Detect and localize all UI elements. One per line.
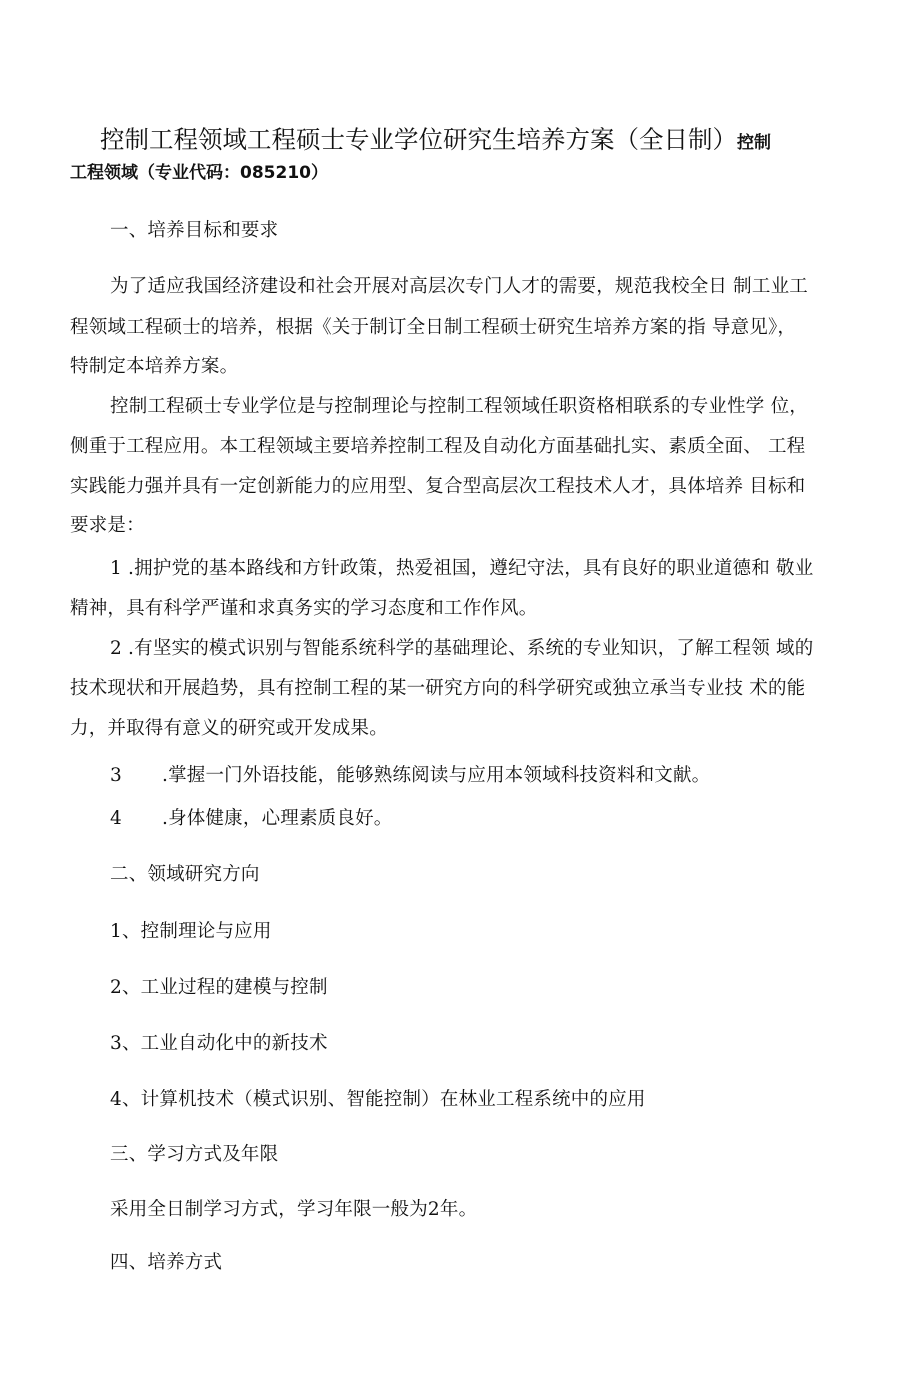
paragraph-line: 程领域工程硕士的培养，根据《关于制订全日制工程硕士研究生培养方案的指 导意见》， (70, 317, 797, 338)
direction-item: 2、工业过程的建模与控制 (110, 977, 328, 998)
list-item-line: 1 .拥护党的基本路线和方针政策，热爱祖国，遵纪守法，具有良好的职业道德和 敬业 (110, 558, 814, 579)
list-item-line: 力，并取得有意义的研究或开发成果。 (70, 718, 388, 739)
section-heading-4: 四、培养方式 (110, 1252, 223, 1273)
paragraph-line: 实践能力强并具有一定创新能力的应用型、复合型高层次工程技术人才，具体培养 目标和 (70, 476, 806, 497)
section-text: 采用全日制学习方式，学习年限一般为2年。 (110, 1199, 478, 1220)
section-heading-2: 二、领域研究方向 (110, 864, 260, 885)
document-subtitle: 工程领域（专业代码：085210） (70, 163, 328, 183)
paragraph-line: 侧重于工程应用。本工程领域主要培养控制工程及自动化方面基础扎实、素质全面、 工程 (70, 436, 806, 457)
direction-item: 1、控制理论与应用 (110, 921, 272, 942)
list-item-number: 3 (110, 765, 122, 786)
list-item-line: 精神，具有科学严谨和求真务实的学习态度和工作作风。 (70, 598, 538, 619)
document-title (100, 124, 900, 159)
list-item-number: 4 (110, 808, 122, 829)
title-tail: 控制 (737, 133, 771, 153)
section-heading-1: 一、培养目标和要求 (110, 220, 279, 241)
section-heading-3: 三、学习方式及年限 (110, 1144, 279, 1165)
title-main: 控制工程领域工程硕士专业学位研究生培养方案（全日制） (100, 125, 737, 154)
direction-item: 3、工业自动化中的新技术 (110, 1033, 328, 1054)
paragraph-line: 特制定本培养方案。 (70, 356, 239, 377)
list-item-text: .身体健康，心理素质良好。 (162, 808, 393, 829)
paragraph-line: 控制工程硕士专业学位是与控制理论与控制工程领域任职资格相联系的专业性学 位， (110, 396, 808, 417)
paragraph-line: 为了适应我国经济建设和社会开展对高层次专门人才的需要，规范我校全日 制工业工 (110, 276, 808, 297)
list-item-line: 2 .有坚实的模式识别与智能系统科学的基础理论、系统的专业知识，了解工程领 域的 (110, 638, 814, 659)
direction-item: 4、计算机技术（模式识别、智能控制）在林业工程系统中的应用 (110, 1089, 646, 1110)
list-item-text: .掌握一门外语技能，能够熟练阅读与应用本领域科技资料和文献。 (162, 765, 711, 786)
paragraph-line: 要求是： (70, 515, 145, 536)
list-item-line: 技术现状和开展趋势，具有控制工程的某一研究方向的科学研究或独立承当专业技 术的能 (70, 678, 806, 699)
